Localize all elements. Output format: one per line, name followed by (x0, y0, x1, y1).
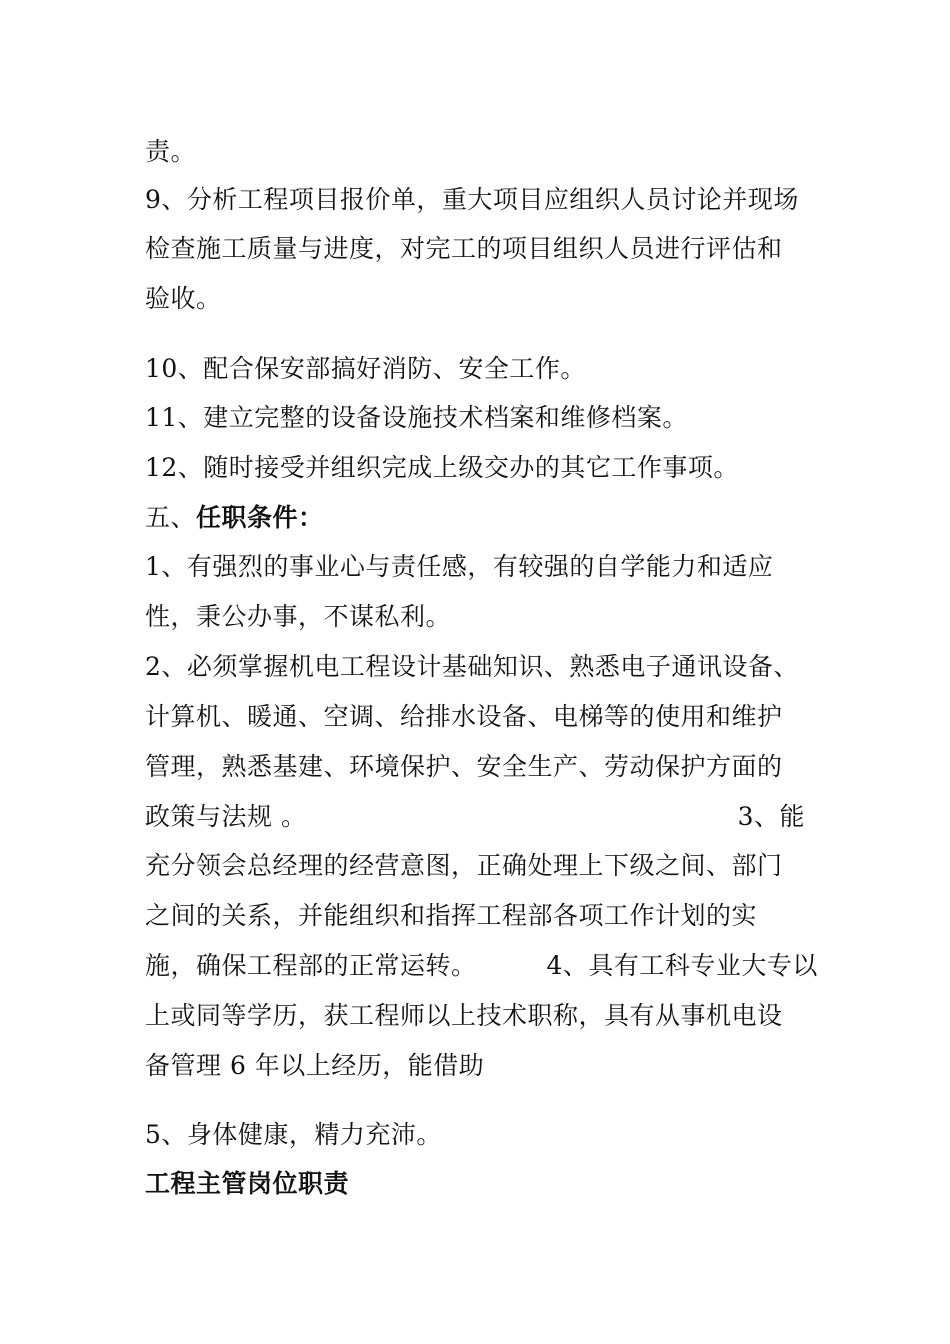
text-line: 之间的关系，并能组织和指挥工程部各项工作计划的实 (145, 901, 758, 930)
text-line: 检查施工质量与进度，对完工的项目组织人员进行评估和 (145, 234, 783, 263)
text-segment: 3、能 (737, 802, 805, 831)
text-segment: 政策与法规 。 (145, 802, 307, 831)
text-line: 12、随时接受并组织完成上级交办的其它工作事项。 (145, 453, 739, 482)
text-line (145, 799, 805, 835)
text-line: 2、必须掌握机电工程设计基础知识、熟悉电子通讯设备、 (145, 652, 799, 681)
text-segment: 4、具有工科专业大专以 (546, 951, 818, 980)
text-line: 计算机、暖通、空调、给排水设备、电梯等的使用和维护 (145, 702, 783, 731)
text-line: 责。 (145, 137, 197, 166)
text-line: 验收。 (145, 284, 222, 313)
text-line: 5、身体健康，精力充沛。 (145, 1120, 442, 1149)
text-line: 备管理 6 年以上经历，能借助 (145, 1051, 485, 1080)
section-heading (145, 500, 805, 536)
section-title: 任职条件： (196, 503, 324, 532)
document-heading: 工程主管岗位职责 (145, 1169, 350, 1198)
text-line: 1、有强烈的事业心与责任感，有较强的自学能力和适应 (145, 552, 774, 581)
text-line (145, 948, 818, 984)
text-line: 性，秉公办事，不谋私利。 (145, 602, 452, 631)
text-line: 9、分析工程项目报价单，重大项目应组织人员讨论并现场 (145, 185, 799, 214)
text-line: 11、建立完整的设备设施技术档案和维修档案。 (145, 403, 688, 432)
text-segment: 施，确保工程部的正常运转。 (145, 951, 477, 980)
text-line: 充分领会总经理的经营意图，正确处理上下级之间、部门 (145, 851, 783, 880)
text-line: 10、配合保安部搞好消防、安全工作。 (145, 354, 586, 383)
section-number: 五、 (145, 503, 197, 532)
text-line: 上或同等学历，获工程师以上技术职称，具有从事机电设 (145, 1001, 783, 1030)
text-line: 管理，熟悉基建、环境保护、安全生产、劳动保护方面的 (145, 752, 783, 781)
